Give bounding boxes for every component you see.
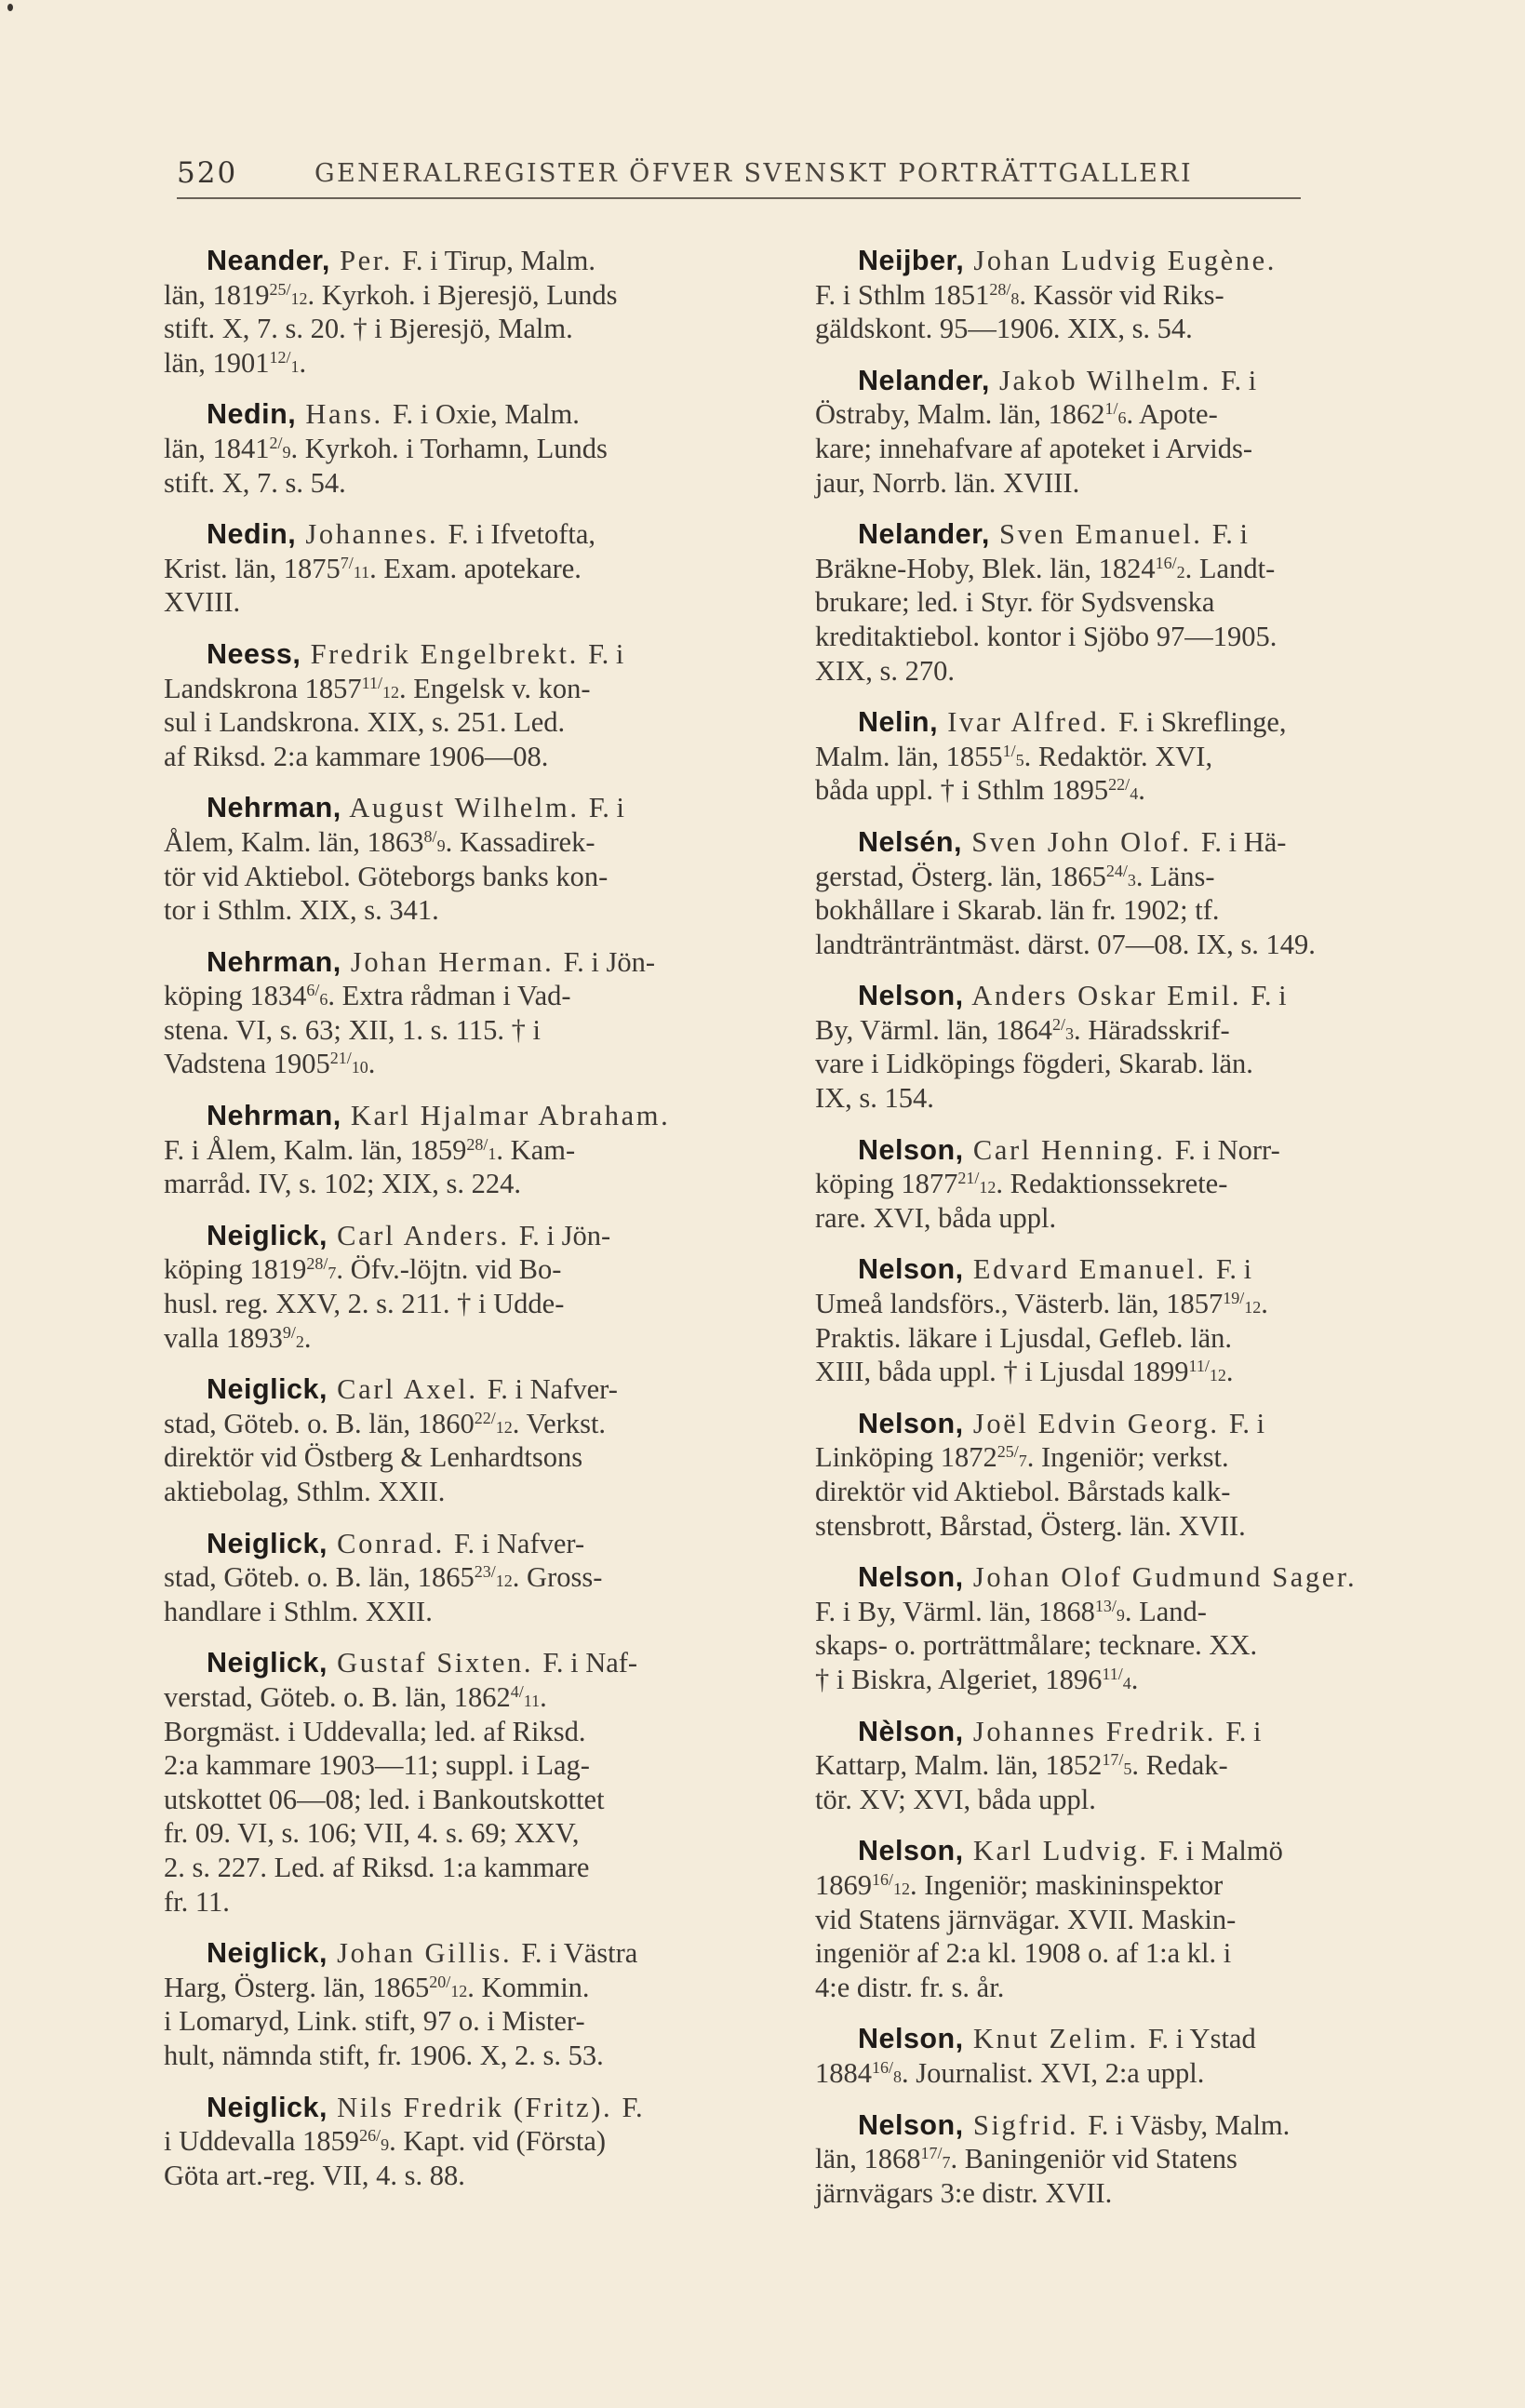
entry-given-name: Johan Olof Gudmund Sager. xyxy=(963,1561,1358,1594)
entry-surname: Nedin, xyxy=(207,518,297,551)
date-day: $^{11}$ / xyxy=(362,674,382,692)
entry-given-name: Johannes Fredrik. xyxy=(963,1715,1226,1747)
date-month: 4 xyxy=(1130,784,1139,804)
date-month: 2 xyxy=(1176,562,1185,582)
entry-line: Vadstena 1905$^{21}$ / 10. xyxy=(164,1047,778,1081)
register-entry xyxy=(164,397,778,500)
entry-line: rare. XVI, båda uppl. xyxy=(815,1201,1057,1234)
register-entry xyxy=(164,1372,778,1508)
entry-line: ingeniör af 2:a kl. 1908 o. af 1:a kl. i xyxy=(815,1937,1232,1970)
register-entry xyxy=(815,2108,1433,2211)
entry-line: län, 1868$^{17}$ / 7. Baningeniör vid Statens xyxy=(815,2142,1433,2176)
register-entry xyxy=(815,1407,1433,1543)
register-entry xyxy=(164,1099,778,1201)
entry-surname: Neiglick, xyxy=(207,1527,328,1559)
entry-surname: Neiglick, xyxy=(207,1219,328,1251)
date-month: 11 xyxy=(353,562,370,582)
running-title: GENERALREGISTER ÖFVER SVENSKT PORTRÄTTGALLERI xyxy=(314,159,1194,188)
entry-line: köping 1834$^6$ / 6. Extra rådman i Vad- xyxy=(164,979,778,1013)
entry-line: 1869$^{16}$ / 12. Ingeniör; maskininspektor xyxy=(815,1868,1433,1903)
entry-line: Harg, Österg. län, 1865$^{20}$ / 12. Kommin. xyxy=(164,1971,778,2005)
entry-surname: Nehrman, xyxy=(207,945,341,978)
date-day: $^{22}$ / xyxy=(1108,775,1130,794)
register-entry xyxy=(164,1936,778,2072)
entry-line: marråd. IV, s. 102; XIX, s. 224. xyxy=(164,1168,522,1200)
entry-line: aktiebolag, Sthlm. XXII. xyxy=(164,1476,446,1507)
date-day: $^{28}$ / xyxy=(306,1254,328,1273)
entry-surname: Nelson, xyxy=(858,2108,964,2141)
entry-surname: Neander, xyxy=(207,245,330,276)
entry-line: verstad, Göteb. o. B. län, 1862$^4$ / 11. xyxy=(164,1680,778,1715)
register-entry xyxy=(815,825,1433,961)
entry-surname: Nelson, xyxy=(858,1407,964,1439)
entry-line: XVIII. xyxy=(164,586,241,619)
date-day: $^8$ / xyxy=(424,827,437,846)
entry-given-name: Johan Herman. xyxy=(341,945,564,978)
date-month: 1 xyxy=(290,356,300,376)
date-month: 7 xyxy=(942,2153,951,2173)
entry-first-line: Neiglick, Carl Axel. F. i Nafver- xyxy=(207,1373,618,1406)
date-day: $^{17}$ / xyxy=(921,2144,943,2162)
entry-given-name: Sven Emanuel. xyxy=(989,518,1212,551)
date-month: 12 xyxy=(290,288,308,308)
register-entry xyxy=(164,2091,778,2193)
entry-line: tör. XV; XVI, båda uppl. xyxy=(815,1783,1096,1815)
entry-given-name: Ivar Alfred. xyxy=(938,706,1118,739)
entry-surname: Nèlson, xyxy=(858,1715,964,1747)
entry-given-name: Johannes. xyxy=(296,518,448,551)
entry-line: län, 1841$^2$ / 9. Kyrkoh. i Torhamn, Lunds xyxy=(164,432,778,466)
entry-first-line xyxy=(815,1560,1433,1595)
entry-line: valla 1893$^9$ / 2. xyxy=(164,1321,778,1356)
entry-first-line xyxy=(815,244,1433,278)
entry-first-line: Nedin, Hans. F. i Oxie, Malm. xyxy=(207,398,580,431)
date-day: $^{11}$ / xyxy=(1102,1665,1122,1683)
date-month: 11 xyxy=(523,1691,541,1710)
date-day: $^2$ / xyxy=(270,434,283,452)
entry-first-line: Neander, Per. F. i Tirup, Malm. xyxy=(207,245,596,276)
entry-line: Bräkne-Hoby, Blek. län, 1824$^{16}$ / 2. Landt- xyxy=(815,552,1433,586)
entry-line: skaps- o. porträttmålare; tecknare. XX. xyxy=(815,1629,1258,1662)
date-day: $^{12}$ / xyxy=(270,348,291,367)
register-entry xyxy=(164,1527,778,1629)
register-entry xyxy=(815,1834,1433,2004)
entry-line: 2:a kammare 1903—11; suppl. i Lag- xyxy=(164,1749,590,1782)
register-entry xyxy=(815,979,1433,1115)
date-month: 9 xyxy=(282,442,291,462)
date-month: 7 xyxy=(1018,1451,1027,1471)
entry-given-name: Edvard Emanuel. xyxy=(963,1253,1216,1286)
entry-line: Landskrona 1857$^{11}$ / 12. Engelsk v. kon- xyxy=(164,672,778,706)
date-month: 7 xyxy=(328,1264,337,1283)
entry-line: stift. X, 7. s. 20. † i Bjeresjö, Malm. xyxy=(164,313,573,345)
entry-line: län, 1901$^{12}$ / 1. xyxy=(164,346,778,381)
date-day: $^{21}$ / xyxy=(330,1049,352,1067)
entry-line: Krist. län, 1875$^7$ / 11. Exam. apotekare. xyxy=(164,552,778,586)
entry-line: brukare; led. i Styr. för Sydsvenska xyxy=(815,586,1215,619)
entry-given-name: Carl Henning. xyxy=(963,1133,1175,1166)
entry-surname: Nelson, xyxy=(858,1253,964,1286)
entry-given-name: August Wilhelm. xyxy=(341,792,589,824)
entry-first-line: Neiglick, Conrad. F. i Nafver- xyxy=(207,1527,585,1559)
entry-surname: Nehrman, xyxy=(207,1100,341,1132)
entry-first-line xyxy=(164,1099,778,1133)
date-day: $^{11}$ / xyxy=(1189,1357,1210,1375)
register-entry xyxy=(164,945,778,1081)
entry-line: Linköping 1872$^{25}$ / 7. Ingeniör; verkst. xyxy=(815,1440,1433,1475)
entry-line: By, Värml. län, 1864$^2$ / 3. Häradsskrif- xyxy=(815,1013,1433,1048)
register-entry xyxy=(164,1219,778,1355)
entry-line: Kattarp, Malm. län, 1852$^{17}$ / 5. Redak- xyxy=(815,1748,1433,1783)
date-month: 12 xyxy=(1244,1298,1262,1318)
entry-given-name: Johan Ludvig Eugène. xyxy=(964,245,1278,276)
entry-first-line: Nehrman, Johan Herman. F. i Jön- xyxy=(207,945,655,978)
entry-surname: Neiglick, xyxy=(207,1647,328,1679)
date-day: $^9$ / xyxy=(283,1323,296,1342)
date-month: 1 xyxy=(488,1144,497,1163)
entry-line: landtränträntmäst. därst. 07—08. IX, s. 149. xyxy=(815,928,1316,960)
entry-line: IX, s. 154. xyxy=(815,1082,934,1115)
entry-given-name: Anders Oskar Emil. xyxy=(963,980,1251,1012)
entry-line: stensbrott, Bårstad, Österg. län. XVII. xyxy=(815,1509,1246,1542)
entry-surname: Neiglick, xyxy=(207,1937,328,1970)
entry-first-line: Neiglick, Carl Anders. F. i Jön- xyxy=(207,1219,611,1251)
date-day: $^{22}$ / xyxy=(475,1409,496,1427)
register-entry xyxy=(815,517,1433,688)
date-month: 3 xyxy=(1127,870,1136,890)
entry-line: järnvägars 3:e distr. XVII. xyxy=(815,2176,1113,2209)
date-month: 8 xyxy=(1010,288,1020,308)
entry-surname: Nelson, xyxy=(858,1561,964,1594)
register-entry xyxy=(815,244,1433,346)
register-entry xyxy=(815,2022,1433,2090)
entry-line: fr. 11. xyxy=(164,1885,230,1918)
date-day: $^{16}$ / xyxy=(1156,554,1177,572)
date-day: $^4$ / xyxy=(511,1682,524,1701)
date-month: 12 xyxy=(381,682,399,702)
entry-line: kare; innehafvare af apoteket i Arvids- xyxy=(815,432,1252,464)
entry-line: köping 1877$^{21}$ / 12. Redaktionssekrete- xyxy=(815,1167,1433,1201)
date-month: 12 xyxy=(495,1572,513,1591)
entry-line: län, 1819$^{25}$ / 12. Kyrkoh. i Bjeresjö, Lunds xyxy=(164,278,778,313)
entry-line: Göta art.-reg. VII, 4. s. 88. xyxy=(164,2159,465,2191)
register-entry xyxy=(164,244,778,380)
entry-line: gäldskont. 95—1906. XIX, s. 54. xyxy=(815,313,1193,345)
date-month: 5 xyxy=(1015,750,1024,769)
entry-first-line: Nelson, Edvard Emanuel. F. i xyxy=(858,1253,1252,1286)
date-month: 12 xyxy=(893,1879,911,1898)
entry-first-line: Nelander, Sven Emanuel. F. i xyxy=(858,518,1248,551)
entry-line: 1884$^{16}$ / 8. Journalist. XVI, 2:a uppl. xyxy=(815,2056,1433,2091)
entry-first-line: Nelin, Ivar Alfred. F. i Skreflinge, xyxy=(858,706,1287,739)
entry-given-name: Johan Gillis. xyxy=(327,1937,522,1970)
entry-surname: Neess, xyxy=(207,637,301,670)
entry-line: Praktis. läkare i Ljusdal, Gefleb. län. xyxy=(815,1321,1233,1354)
date-month: 12 xyxy=(495,1417,513,1437)
date-day: $^{28}$ / xyxy=(466,1135,488,1154)
date-day: $^{21}$ / xyxy=(957,1169,979,1187)
entry-surname: Nelson, xyxy=(858,1133,964,1166)
entry-given-name: Fredrik Engelbrekt. xyxy=(301,637,589,670)
entry-line: Östraby, Malm. län, 1862$^1$ / 6. Apote- xyxy=(815,397,1433,432)
entry-line: direktör vid Aktiebol. Bårstads kalk- xyxy=(815,1476,1231,1507)
date-day: $^{25}$ / xyxy=(270,280,291,299)
entry-given-name: Nils Fredrik (Fritz). xyxy=(327,2091,622,2123)
entry-surname: Nelson, xyxy=(858,980,964,1012)
date-day: $^1$ / xyxy=(1104,399,1117,418)
entry-line: direktör vid Östberg & Lenhardtsons xyxy=(164,1441,583,1474)
entry-surname: Neijber, xyxy=(858,245,965,276)
date-month: 9 xyxy=(381,2135,390,2155)
entry-first-line: Nelander, Jakob Wilhelm. F. i xyxy=(858,364,1257,396)
page-header xyxy=(177,156,1301,199)
register-entry xyxy=(164,1646,778,1919)
entry-given-name: Carl Axel. xyxy=(327,1373,488,1406)
date-month: 12 xyxy=(450,1981,468,2000)
register-entry xyxy=(164,637,778,773)
date-day: $^{28}$ / xyxy=(989,280,1010,299)
date-day: $^{16}$ / xyxy=(872,2058,893,2077)
entry-line: gerstad, Österg. län, 1865$^{24}$ / 3. Läns- xyxy=(815,860,1433,894)
entry-line: jaur, Norrb. län. XVIII. xyxy=(815,466,1080,499)
entry-surname: Nelson, xyxy=(858,2023,964,2055)
date-day: $^7$ / xyxy=(341,554,354,572)
entry-first-line: Nedin, Johannes. F. i Ifvetofta, xyxy=(207,518,595,551)
entry-line: 4:e distr. fr. s. år. xyxy=(815,1971,1005,2003)
entry-line: Ålem, Kalm. län, 1863$^8$ / 9. Kassadirek- xyxy=(164,825,778,860)
date-day: $^{17}$ / xyxy=(1102,1750,1123,1769)
register-entry xyxy=(815,1715,1433,1817)
date-day: $^{23}$ / xyxy=(475,1562,496,1581)
entry-given-name: Conrad. xyxy=(327,1527,455,1559)
entry-line: köping 1819$^{28}$ / 7. Öfv.-löjtn. vid Bo- xyxy=(164,1252,778,1287)
date-month: 2 xyxy=(295,1331,304,1351)
register-entry xyxy=(815,1252,1433,1388)
entry-line: husl. reg. XXV, 2. s. 211. † i Udde- xyxy=(164,1288,565,1320)
entry-given-name: Sven John Olof. xyxy=(962,825,1201,858)
entry-first-line: Nelsén, Sven John Olof. F. i Hä- xyxy=(858,825,1287,858)
entry-line: hult, nämnda stift, fr. 1906. X, 2. s. 53. xyxy=(164,2039,604,2071)
entry-line: tör vid Aktiebol. Göteborgs banks kon- xyxy=(164,860,609,892)
entry-line: stena. VI, s. 63; XII, 1. s. 115. † i xyxy=(164,1013,541,1046)
entry-line: stad, Göteb. o. B. län, 1865$^{23}$ / 12. Gross- xyxy=(164,1560,778,1595)
entry-line: bokhållare i Skarab. län fr. 1902; tf. xyxy=(815,894,1220,927)
entry-line: stift. X, 7. s. 54. xyxy=(164,466,346,499)
entry-given-name: Jakob Wilhelm. xyxy=(989,364,1222,396)
entry-surname: Nehrman, xyxy=(207,792,341,824)
date-day: $^1$ / xyxy=(1003,742,1016,760)
entry-first-line: Nelson, Knut Zelim. F. i Ystad xyxy=(858,2023,1256,2055)
entry-line: handlare i Sthlm. XXII. xyxy=(164,1595,433,1627)
entry-line: i Uddevalla 1859$^{26}$ / 9. Kapt. vid (Första) xyxy=(164,2124,778,2159)
entry-line: af Riksd. 2:a kammare 1906—08. xyxy=(164,740,549,772)
register-entry xyxy=(815,705,1433,808)
right-column xyxy=(815,244,1433,2227)
register-entry xyxy=(815,1560,1433,1696)
entry-line: Umeå landsförs., Västerb. län, 1857$^{19}$ / 12. xyxy=(815,1287,1433,1321)
date-month: 4 xyxy=(1122,1673,1131,1692)
date-month: 12 xyxy=(979,1178,997,1197)
print-mark xyxy=(7,4,13,11)
page-number: 520 xyxy=(177,156,238,190)
entry-line: sul i Landskrona. XIX, s. 251. Led. xyxy=(164,706,566,739)
date-month: 3 xyxy=(1065,1023,1075,1043)
entry-line: utskottet 06—08; led. i Bankoutskottet xyxy=(164,1783,605,1815)
entry-surname: Nelin, xyxy=(858,706,939,739)
entry-given-name: Gustaf Sixten. xyxy=(327,1647,543,1679)
entry-line: kreditaktiebol. kontor i Sjöbo 97—1905. xyxy=(815,620,1278,652)
entry-first-line: Neess, Fredrik Engelbrekt. F. i xyxy=(207,637,624,670)
register-entry xyxy=(815,364,1433,500)
entry-given-name: Karl Hjalmar Abraham. xyxy=(341,1100,671,1132)
date-month: 5 xyxy=(1123,1759,1132,1779)
entry-given-name: Sigfrid. xyxy=(963,2108,1089,2141)
entry-first-line: Nelson, Joël Edvin Georg. F. i xyxy=(858,1407,1265,1439)
entry-first-line: Nelson, Anders Oskar Emil. F. i xyxy=(858,980,1287,1012)
entry-surname: Nelander, xyxy=(858,518,990,551)
entry-line: 2. s. 227. Led. af Riksd. 1:a kammare xyxy=(164,1851,590,1883)
date-day: $^{20}$ / xyxy=(429,1973,450,1991)
entry-first-line: Nèlson, Johannes Fredrik. F. i xyxy=(858,1715,1262,1747)
date-month: 6 xyxy=(1117,408,1127,428)
entry-line: F. i By, Värml. län, 1868$^{13}$ / 9. Land- xyxy=(815,1595,1433,1629)
entry-first-line: Neiglick, Gustaf Sixten. F. i Naf- xyxy=(207,1647,638,1679)
entry-surname: Nelander, xyxy=(858,364,990,396)
entry-line: båda uppl. † i Sthlm 1895$^{22}$ / 4. xyxy=(815,773,1433,808)
date-month: 8 xyxy=(893,2067,903,2086)
entry-line: vid Statens järnvägar. XVII. Maskin- xyxy=(815,1903,1237,1935)
entry-first-line: Nelson, Carl Henning. F. i Norr- xyxy=(858,1133,1280,1166)
entry-surname: Nelson, xyxy=(858,1835,964,1867)
date-day: $^6$ / xyxy=(306,981,319,999)
entry-given-name: Knut Zelim. xyxy=(963,2023,1148,2055)
entry-line: i Lomaryd, Link. stift, 97 o. i Mister- xyxy=(164,2005,585,2038)
date-day: $^{26}$ / xyxy=(359,2126,381,2145)
entry-line: † i Biskra, Algeriet, 1896$^{11}$ / 4. xyxy=(815,1663,1433,1697)
entry-line: Malm. län, 1855$^1$ / 5. Redaktör. XVI, xyxy=(815,740,1433,774)
date-month: 6 xyxy=(319,990,328,1010)
entry-first-line: Neiglick, Johan Gillis. F. i Västra xyxy=(207,1937,638,1970)
register-entry xyxy=(164,791,778,927)
entry-line: stad, Göteb. o. B. län, 1860$^{22}$ / 12. Verkst. xyxy=(164,1407,778,1441)
entry-first-line: Nelson, Karl Ludvig. F. i Malmö xyxy=(858,1835,1283,1867)
date-day: $^{16}$ / xyxy=(872,1870,893,1889)
entry-line: Borgmäst. i Uddevalla; led. af Riksd. xyxy=(164,1715,586,1747)
entry-line: tor i Sthlm. XIX, s. 341. xyxy=(164,894,439,927)
entry-line: XIII, båda uppl. † i Ljusdal 1899$^{11}$ / 12. xyxy=(815,1355,1433,1389)
entry-first-line: Neiglick, Nils Fredrik (Fritz). F. xyxy=(207,2091,643,2123)
register-entry xyxy=(815,1133,1433,1236)
date-day: $^{24}$ / xyxy=(1106,862,1128,880)
entry-surname: Nedin, xyxy=(207,398,297,431)
date-day: $^{19}$ / xyxy=(1223,1289,1244,1307)
entry-given-name: Karl Ludvig. xyxy=(963,1835,1158,1867)
date-month: 10 xyxy=(351,1058,368,1077)
entry-line: fr. 09. VI, s. 106; VII, 4. s. 69; XXV, xyxy=(164,1817,580,1850)
date-day: $^{13}$ / xyxy=(1095,1597,1117,1615)
entry-surname: Nelsén, xyxy=(858,825,962,858)
date-day: $^2$ / xyxy=(1052,1015,1065,1034)
date-day: $^{25}$ / xyxy=(997,1442,1019,1461)
date-month: 12 xyxy=(1209,1366,1226,1385)
entry-given-name: Per. xyxy=(329,245,403,276)
date-month: 9 xyxy=(436,836,446,855)
entry-line: XIX, s. 270. xyxy=(815,654,955,687)
date-month: 9 xyxy=(1116,1605,1125,1625)
entry-given-name: Carl Anders. xyxy=(327,1219,519,1251)
entry-given-name: Hans. xyxy=(296,398,393,431)
entry-line: F. i Ålem, Kalm. län, 1859$^{28}$ / 1. Kam- xyxy=(164,1133,778,1168)
left-column xyxy=(164,244,778,2210)
entry-line: F. i Sthlm 1851$^{28}$ / 8. Kassör vid Riks- xyxy=(815,278,1433,313)
entry-given-name: Joël Edvin Georg. xyxy=(963,1407,1229,1439)
entry-line: vare i Lidköpings fögderi, Skarab. län. xyxy=(815,1048,1253,1080)
entry-first-line: Nehrman, August Wilhelm. F. i xyxy=(207,792,625,824)
entry-first-line: Nelson, Sigfrid. F. i Väsby, Malm. xyxy=(858,2108,1291,2141)
register-entry xyxy=(164,517,778,620)
entry-surname: Neiglick, xyxy=(207,2091,328,2123)
entry-surname: Neiglick, xyxy=(207,1373,328,1406)
